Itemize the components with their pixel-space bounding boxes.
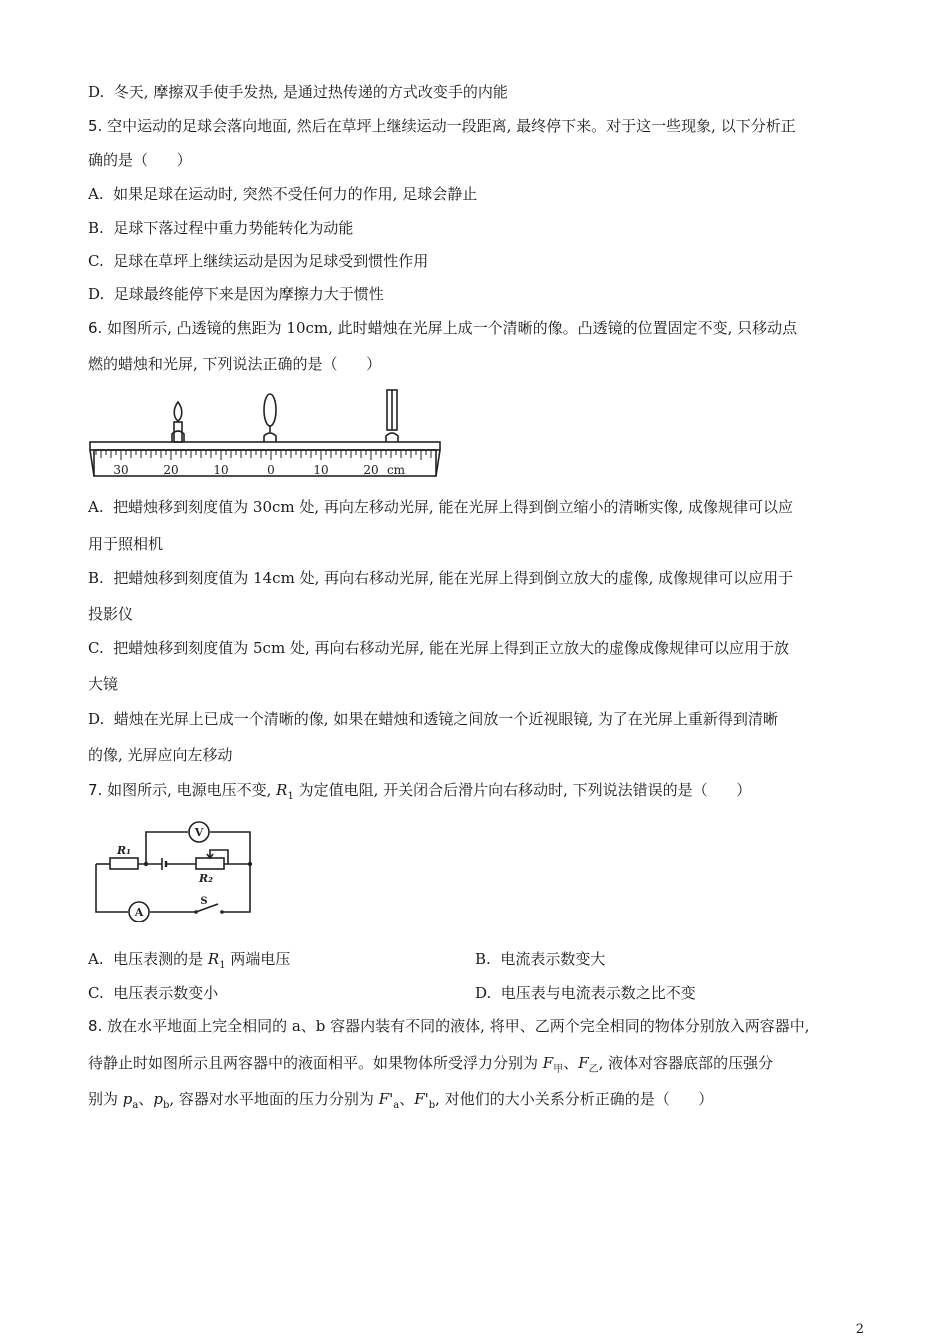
q8-p-b-sub: b: [162, 1100, 170, 1111]
q6-option-b-line1: B. 把蜡烛移到刻度值为 14cm 处, 再向右移动光屏, 能在光屏上得到倒立放大的虚像, 成像规律可以应用于: [88, 569, 794, 587]
q8-stem-line1: [88, 1016, 809, 1036]
resistor-r1: [110, 858, 138, 869]
ruler-label-10-left: 10: [213, 463, 229, 477]
q7-option-a-post: 两端电压: [225, 950, 291, 968]
q7-stem: [88, 780, 751, 807]
ruler-ticks: [96, 450, 431, 460]
voltmeter-label: V: [194, 826, 204, 839]
q8-line3-mid: , 容器对水平地面的压力分别为: [169, 1090, 379, 1108]
q8-line3-post: , 对他们的大小关系分析正确的是（ ）: [435, 1090, 714, 1108]
q5-stem-line1: [88, 116, 796, 136]
q8-line3-sep2: 、: [399, 1090, 415, 1108]
q7-option-c: C. 电压表示数变小: [88, 984, 219, 1002]
q8-line2-sep: 、: [563, 1054, 579, 1072]
q5-option-c: C. 足球在草坪上继续运动是因为足球受到惯性作用: [88, 252, 429, 270]
q7-r-symbol: R: [276, 781, 288, 799]
q8-line2-pre: 待静止时如图所示且两容器中的液面相平。如果物体所受浮力分别为: [88, 1054, 543, 1072]
rheostat-slider-wire: [210, 850, 228, 864]
ruler-label-0: 0: [267, 463, 275, 477]
ruler-label-20-right: 20: [363, 463, 379, 477]
q6-stem-line1: [88, 318, 797, 338]
bench-top: [90, 442, 440, 450]
q5-number: 5.: [88, 117, 103, 135]
q5-option-d: D. 足球最终能停下来是因为摩擦力大于惯性: [88, 285, 384, 303]
q6-option-a-line1: A. 把蜡烛移到刻度值为 30cm 处, 再向左移动光屏, 能在光屏上得到倒立缩小的清晰实像, 成像规律可以应: [88, 498, 793, 516]
q8-fprime-b: F': [414, 1090, 429, 1108]
q8-f-yi: F: [578, 1054, 589, 1072]
q7-option-d: D. 电压表与电流表示数之比不变: [475, 984, 696, 1002]
q7-number: 7.: [88, 781, 103, 799]
ruler-unit-label: cm: [386, 463, 406, 477]
ruler-body: [94, 450, 436, 476]
lens-holder: [264, 433, 276, 442]
optical-bench-figure: [88, 388, 444, 480]
ruler-label-10-right: 10: [313, 463, 329, 477]
q7-stem-post: 为定值电阻, 开关闭合后滑片向右移动时, 下列说法错误的是（ ）: [293, 781, 752, 799]
q5-option-b: B. 足球下落过程中重力势能转化为动能: [88, 219, 354, 237]
rheostat-r2: [196, 858, 224, 869]
q8-line3-pre: 别为: [88, 1090, 123, 1108]
q6-stem-text: 如图所示, 凸透镜的焦距为 10cm, 此时蜡烛在光屏上成一个清晰的像。凸透镜的位置固定不变, 只移动点: [107, 319, 798, 337]
q7-option-a: [88, 949, 290, 976]
q8-stem-line3: [88, 1089, 713, 1116]
r1-label: R₁: [117, 844, 131, 857]
convex-lens: [264, 394, 276, 426]
r2-label: R₂: [199, 872, 213, 885]
q7-option-b: B. 电流表示数变大: [475, 950, 606, 968]
ruler-label-20-left: 20: [163, 463, 179, 477]
voltmeter-left-wire: [146, 832, 188, 864]
q8-p-a: p: [122, 1090, 133, 1108]
q6-option-b-line2: 投影仪: [88, 605, 134, 623]
q8-line2-post: , 液体对容器底部的压强分: [598, 1054, 774, 1072]
q8-fprime-a: F': [378, 1090, 394, 1108]
q5-stem-line2: 确的是（ ）: [88, 151, 192, 169]
q8-p-a-sub: a: [132, 1100, 139, 1111]
page-number: 2: [855, 1322, 864, 1337]
q4-option-d: D. 冬天, 摩擦双手使手发热, 是通过热传递的方式改变手的内能: [88, 83, 508, 101]
right-wire: [222, 864, 250, 912]
q7-option-a-sub: 1: [219, 960, 226, 971]
q7-stem-pre: 如图所示, 电源电压不变,: [107, 781, 277, 799]
q8-line3-sep1: 、: [138, 1090, 154, 1108]
q8-stem-line2: [88, 1053, 773, 1080]
switch-label: S: [200, 896, 208, 907]
q6-number: 6.: [88, 319, 103, 337]
q8-fprime-a-sub: a: [393, 1100, 400, 1111]
candle-flame: [174, 402, 182, 421]
q6-option-a-line2: 用于照相机: [88, 535, 164, 553]
q5-stem-text: 空中运动的足球会落向地面, 然后在草坪上继续运动一段距离, 最终停下来。对于这一些现象, 以下分析正: [107, 117, 796, 135]
q6-option-d-line1: D. 蜡烛在光屏上已成一个清晰的像, 如果在蜡烛和透镜之间放一个近视眼镜, 为了在光屏上重新得到清晰: [88, 710, 778, 728]
voltmeter-right-wire: [210, 832, 250, 864]
q8-f-yi-sub: 乙: [588, 1064, 599, 1075]
q8-fprime-b-sub: b: [428, 1100, 436, 1111]
q6-option-c-line1: C. 把蜡烛移到刻度值为 5cm 处, 再向右移动光屏, 能在光屏上得到正立放大的虚像成像规律可以应用于放: [88, 639, 790, 657]
ruler-label-30-left: 30: [113, 463, 129, 477]
ammeter-label: A: [134, 906, 144, 919]
left-wire: [96, 864, 128, 912]
q8-stem-text: 放在水平地面上完全相同的 a、b 容器内装有不同的液体, 将甲、乙两个完全相同的物体分别放入两容器中,: [107, 1017, 810, 1035]
q6-stem-line2: 燃的蜡烛和光屏, 下列说法正确的是（ ）: [88, 355, 382, 373]
q7-option-a-r: R: [207, 950, 220, 968]
q7-r-subscript: 1: [287, 791, 294, 802]
q8-f-jia-sub: 甲: [553, 1064, 564, 1075]
q8-f-jia: F: [542, 1054, 554, 1072]
circuit-figure: [88, 818, 260, 922]
q7-option-a-pre: A. 电压表测的是: [88, 950, 208, 968]
q8-number: 8.: [88, 1017, 103, 1035]
screen-holder: [386, 433, 398, 442]
q5-option-a: A. 如果足球在运动时, 突然不受任何力的作用, 足球会静止: [88, 185, 478, 203]
q6-option-c-line2: 大镜: [88, 675, 119, 693]
q6-option-d-line2: 的像, 光屏应向左移动: [88, 746, 233, 764]
q8-p-b: p: [153, 1090, 163, 1108]
